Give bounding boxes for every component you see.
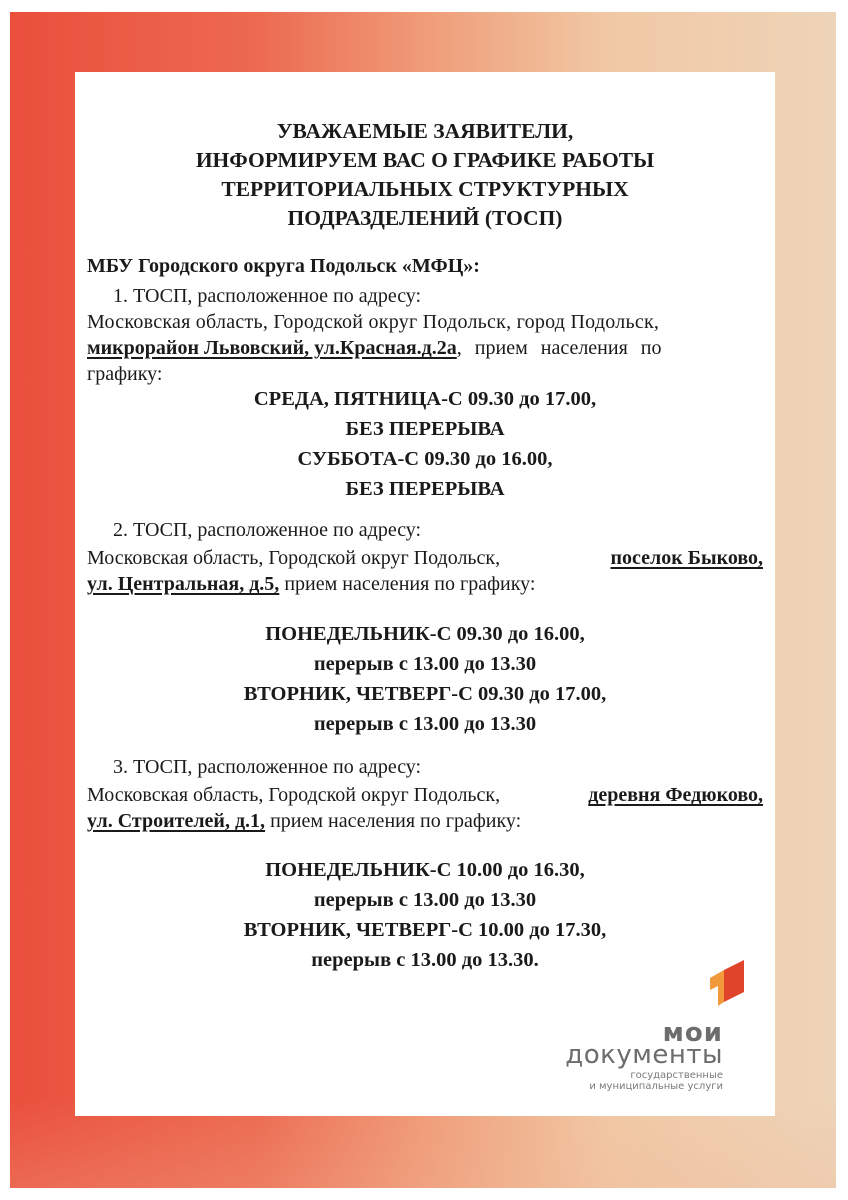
- schedule-line: перерыв с 13.00 до 13.30: [313, 713, 537, 735]
- section-1-address-highlight: микрорайон Львовский, ул.Красная.д.2а: [87, 337, 457, 359]
- section-1-heading: 1. ТОСП, расположенное по адресу:: [113, 285, 422, 307]
- document-sheet: [75, 72, 775, 1116]
- section-2-heading: 2. ТОСП, расположенное по адресу:: [113, 519, 422, 541]
- title-line: УВАЖАЕМЫЕ ЗАЯВИТЕЛИ,: [276, 119, 574, 143]
- section-3-address-line: [87, 809, 521, 833]
- logo-text-primary: мои: [662, 1018, 723, 1048]
- section-2-address-line: [87, 546, 763, 570]
- section-2-address-highlight: ул. Центральная, д.5,: [87, 573, 280, 595]
- section-3-address-highlight: ул. Строителей, д.1,: [87, 810, 266, 832]
- schedule-line: ПОНЕДЕЛЬНИК-С 10.00 до 16.30,: [265, 859, 585, 881]
- schedule-line: СУББОТА-С 09.30 до 16.00,: [297, 448, 553, 470]
- page-title: [75, 117, 775, 233]
- schedule-line: перерыв с 13.00 до 13.30: [313, 889, 537, 911]
- title-line: ТЕРРИТОРИАЛЬНЫХ СТРУКТУРНЫХ: [221, 177, 629, 201]
- section-3-address-line: [87, 783, 763, 807]
- title-line: ПОДРАЗДЕЛЕНИЙ (ТОСП): [287, 206, 563, 230]
- schedule-line: ВТОРНИК, ЧЕТВЕРГ-С 09.30 до 17.00,: [243, 683, 607, 705]
- section-3-address-tail: прием населения по графику:: [265, 810, 522, 832]
- section-3-schedule: [75, 855, 775, 975]
- section-1-address-line: Московская область, Городской округ Подольск, город Подольск,: [87, 311, 660, 333]
- section-3-address-highlight: деревня Федюково,: [588, 784, 763, 806]
- schedule-line: перерыв с 13.00 до 13.30.: [311, 949, 539, 971]
- schedule-line: СРЕДА, ПЯТНИЦА-С 09.30 до 17.00,: [253, 388, 597, 410]
- section-2-address-highlight: поселок Быково,: [610, 547, 763, 569]
- logo-subtitle: государственные: [630, 1070, 723, 1081]
- section-2-address-text: Московская область, Городской округ Подольск,: [87, 547, 501, 569]
- section-3-heading: 3. ТОСП, расположенное по адресу:: [113, 756, 422, 778]
- schedule-line: ПОНЕДЕЛЬНИК-С 09.30 до 16.00,: [265, 623, 585, 645]
- logo-mark-icon: [710, 960, 744, 1016]
- section-2-address-line: [87, 572, 535, 596]
- title-line: ИНФОРМИРУЕМ ВАС О ГРАФИКЕ РАБОТЫ: [195, 148, 655, 172]
- organization-name: МБУ Городского округа Подольск «МФЦ»:: [87, 255, 480, 277]
- schedule-line: перерыв с 13.00 до 13.30: [313, 653, 537, 675]
- section-1-address-line: [87, 336, 763, 360]
- moi-dokumenty-logo: [555, 960, 755, 1100]
- section-3-address-text: Московская область, Городской округ Подольск,: [87, 784, 501, 806]
- schedule-line: ВТОРНИК, ЧЕТВЕРГ-С 10.00 до 17.30,: [243, 919, 607, 941]
- schedule-line: БЕЗ ПЕРЕРЫВА: [345, 418, 505, 440]
- section-2-address-tail: прием населения по графику:: [279, 573, 536, 595]
- section-1-schedule: [75, 384, 775, 504]
- section-1-address-tail: , прием населения по: [456, 337, 662, 359]
- logo-text-secondary: документы: [565, 1040, 723, 1070]
- section-1-address-line: графику:: [87, 363, 163, 385]
- section-2-schedule: [75, 619, 775, 739]
- logo-subtitle: и муниципальные услуги: [589, 1081, 723, 1092]
- schedule-line: БЕЗ ПЕРЕРЫВА: [345, 478, 505, 500]
